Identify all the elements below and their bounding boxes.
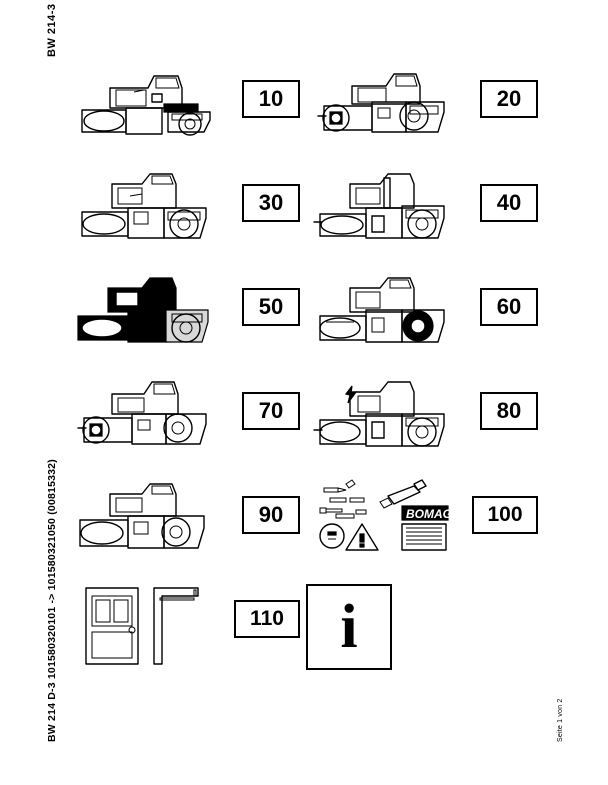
- chapter-number-badge[interactable]: 90: [242, 496, 300, 534]
- roller-machine-with-black-wheel-icon: [306, 266, 466, 364]
- chapter-number-badge[interactable]: 100: [472, 496, 538, 534]
- roller-machine-front-view-with-drum-drive-icon: [306, 58, 466, 156]
- chapter-row: [68, 266, 538, 364]
- chapter-grid: [68, 58, 538, 678]
- information-symbol-icon: i: [340, 593, 358, 661]
- document-identification: BW 214 D-3 101580320101 -> 101580321050 (00815332): [46, 459, 58, 742]
- svg-text:BOMAG: BOMAG: [406, 507, 452, 521]
- roller-machine-with-drum-and-operator-platform-icon: [68, 58, 228, 156]
- chapter-row: [68, 578, 538, 676]
- chapter-row: [68, 474, 538, 572]
- chapter-number-badge[interactable]: 40: [480, 184, 538, 222]
- document-code: BW 214-3: [46, 3, 58, 57]
- chapter-cell-30[interactable]: [68, 162, 300, 260]
- information-symbol-box[interactable]: [306, 584, 392, 670]
- roller-machine-with-electrical-symbol-icon: [306, 370, 466, 468]
- chapter-number-badge[interactable]: 60: [480, 288, 538, 326]
- chapter-row: [68, 370, 538, 468]
- chapter-number-badge[interactable]: 80: [480, 392, 538, 430]
- chapter-cell-10[interactable]: [68, 58, 300, 156]
- chapter-cell-50[interactable]: [68, 266, 300, 364]
- roller-machine-with-exhaust-stack-icon: [306, 162, 466, 260]
- chapter-cell-90[interactable]: [68, 474, 300, 572]
- cab-door-and-frame-parts-icon: [68, 578, 228, 676]
- chapter-number-badge[interactable]: 70: [242, 392, 300, 430]
- chapter-row: [68, 58, 538, 156]
- chapter-cell-40[interactable]: [306, 162, 538, 260]
- chapter-number-badge[interactable]: 20: [480, 80, 538, 118]
- roller-machine-black-silhouette-engine-hood-icon: [68, 266, 228, 364]
- chapter-number-badge[interactable]: 50: [242, 288, 300, 326]
- chapter-number-badge[interactable]: 10: [242, 80, 300, 118]
- roller-machine-rear-drum-view-icon: [68, 474, 228, 572]
- chapter-cell-20[interactable]: [306, 58, 538, 156]
- chapter-number-badge[interactable]: 30: [242, 184, 300, 222]
- chapter-cell-110[interactable]: [68, 578, 300, 676]
- tools-decals-and-warning-labels-bomag-icon: [306, 474, 466, 572]
- chapter-row: [68, 162, 538, 260]
- chapter-cell-80[interactable]: [306, 370, 538, 468]
- chapter-cell-70[interactable]: [68, 370, 300, 468]
- chapter-number-badge[interactable]: 110: [234, 600, 300, 638]
- page-label: Seite 1 von 2: [557, 698, 564, 742]
- chapter-cell-60[interactable]: [306, 266, 538, 364]
- chapter-cell-100[interactable]: [306, 474, 538, 572]
- roller-machine-with-drum-drive-and-gear-icon: [68, 370, 228, 468]
- roller-machine-with-cab-side-view-icon: [68, 162, 228, 260]
